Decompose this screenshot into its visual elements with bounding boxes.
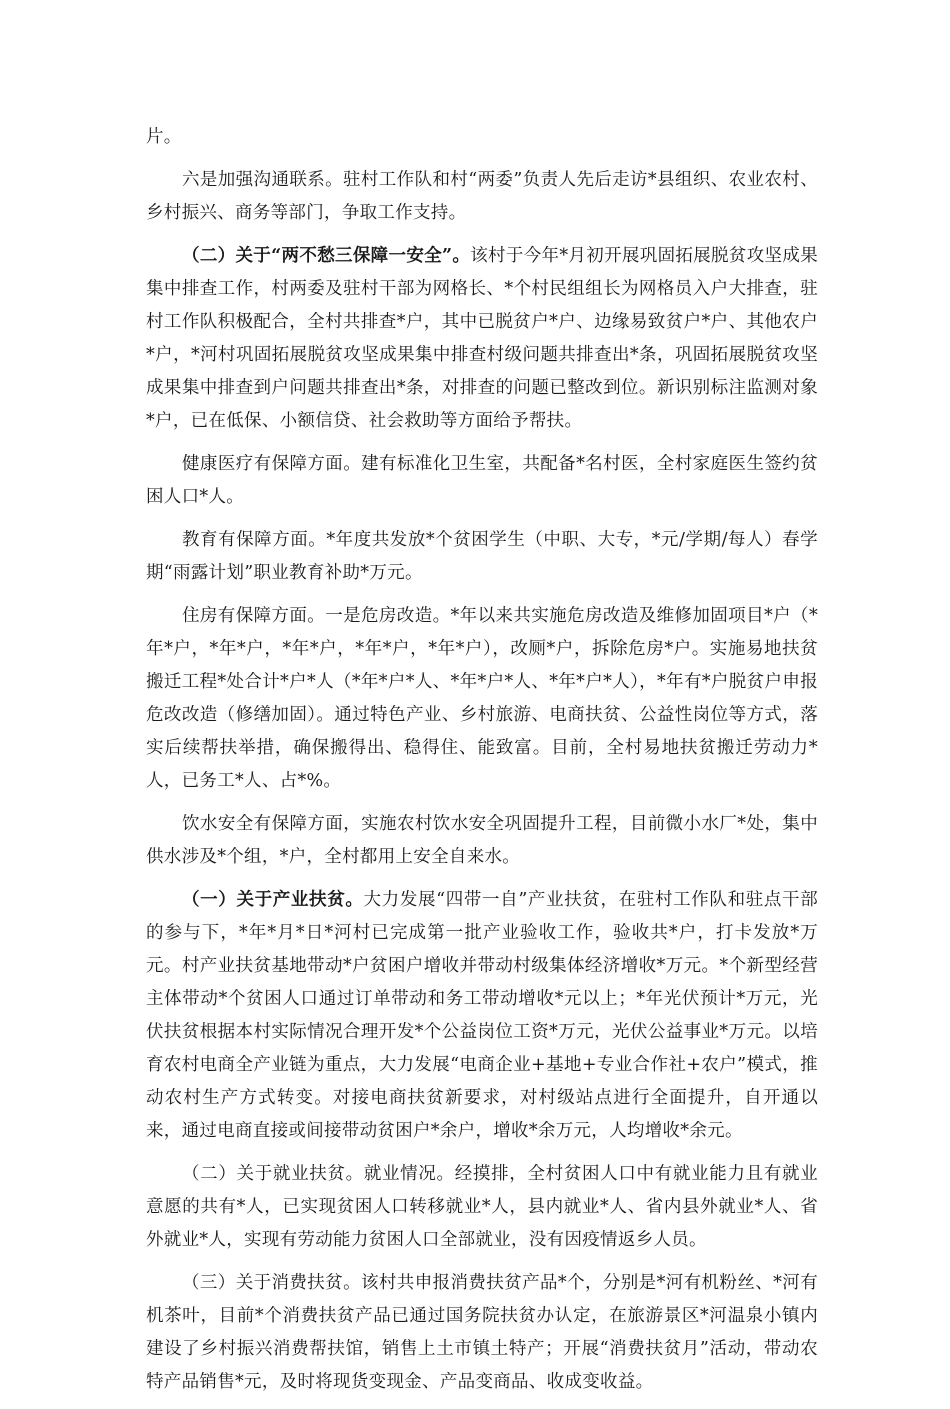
paragraph-text: 教育有保障方面。*年度共发放*个贫困学生（中职、大专，*元/学期/每人）春学期“雨露计划”职业教育补助*万元。 (146, 530, 818, 583)
paragraph-two-no-worries (146, 240, 818, 438)
paragraph-education (146, 524, 818, 590)
paragraph-industry (146, 884, 818, 1148)
paragraph-text: 健康医疗有保障方面。建有标准化卫生室，共配备*名村医，全村家庭医生签约贫困人口*人。 (146, 454, 818, 507)
paragraph-text: 饮水安全有保障方面，实施农村饮水安全巩固提升工程，目前微小水厂*处，集中供水涉及*个组，*户，全村都用上安全自来水。 (146, 814, 818, 867)
paragraph-text: （三）关于消费扶贫。该村共申报消费扶贫产品*个，分别是*河有机粉丝、*河有机茶叶，目前*个消费扶贫产品已通过国务院扶贫办认定，在旅游景区*河温泉小镇内建设了乡村振兴消费帮扶馆，销售上土市镇土特产；开展“消费扶贫月”活动，带动农特产品销售*元，及时将现货变现金、产品变商品、收成变收益。 (146, 1273, 818, 1392)
paragraph-text: 住房有保障方面。一是危房改造。*年以来共实施危房改造及维修加固项目*户（*年*户，*年*户，*年*户，*年*户，*年*户），改厕*户，拆除危房*户。实施易地扶贫搬迁工程*处合计*户*人（*年*户*人、*年*户*人、*年*户*人），*年有*户脱贫户申报危改改造（修缮加固）。通过特色产业、乡村旅游、电商扶贫、公益性岗位等方式，落实后续帮扶举措，确保搬得出、稳得住、能致富。目前，全村易地扶贫搬迁劳动力*人，已务工*人、占*%。 (146, 606, 818, 791)
paragraph-communication (146, 164, 818, 230)
paragraph-text: 该村于今年*月初开展巩固拓展脱贫攻坚成果集中排查工作，村两委及驻村干部为网格长、*个村民组组长为网格员入户大排查，驻村工作队积极配合，全村共排查*户，其中已脱贫户*户、边缘易致贫户*户、其他农户*户，*河村巩固拓展脱贫攻坚成果集中排查村级问题共排查出*条，巩固拓展脱贫攻坚成果集中排查到户问题共排查出*条，对排查的问题已整改到位。新识别标注监测对象*户，已在低保、小额信贷、社会救助等方面给予帮扶。 (146, 246, 819, 431)
paragraph-continuation (146, 121, 818, 154)
paragraph-text: （二）关于就业扶贫。就业情况。经摸排，全村贫困人口中有就业能力且有就业意愿的共有*人，已实现贫困人口转移就业*人，县内就业*人、省内县外就业*人、省外就业*人，实现有劳动能力贫困人口全部就业，没有因疫情返乡人员。 (146, 1164, 818, 1250)
paragraph-health (146, 448, 818, 514)
section-heading: （二）关于“两不愁三保障一安全”。 (182, 246, 471, 266)
paragraph-consumption (146, 1267, 818, 1399)
paragraph-text: 六是加强沟通联系。驻村工作队和村“两委”负责人先后走访*县组织、农业农村、乡村振兴、商务等部门，争取工作支持。 (146, 170, 818, 223)
paragraph-text: 片。 (146, 127, 182, 147)
document-body (146, 121, 818, 1409)
paragraph-water (146, 808, 818, 874)
section-heading: （一）关于产业扶贫。 (182, 890, 364, 910)
paragraph-housing (146, 600, 818, 798)
paragraph-text: 大力发展“四带一自”产业扶贫，在驻村工作队和驻点干部的参与下，*年*月*日*河村已完成第一批产业验收工作，验收共*户，打卡发放*万元。村产业扶贫基地带动*户贫困户增收并带动村级集体经济增收*万元。*个新型经营主体带动*个贫困人口通过订单带动和务工带动增收*元以上；*年光伏预计*万元，光伏扶贫根据本村实际情况合理开发*个公益岗位工资*万元，光伏公益事业*万元。以培育农村电商全产业链为重点，大力发展“电商企业+基地+专业合作社+农户”模式，推动农村生产方式转变。对接电商扶贫新要求，对村级站点进行全面提升，自开通以来，通过电商直接或间接带动贫困户*余户，增收*余万元，人均增收*余元。 (146, 890, 818, 1141)
paragraph-employment (146, 1158, 818, 1257)
